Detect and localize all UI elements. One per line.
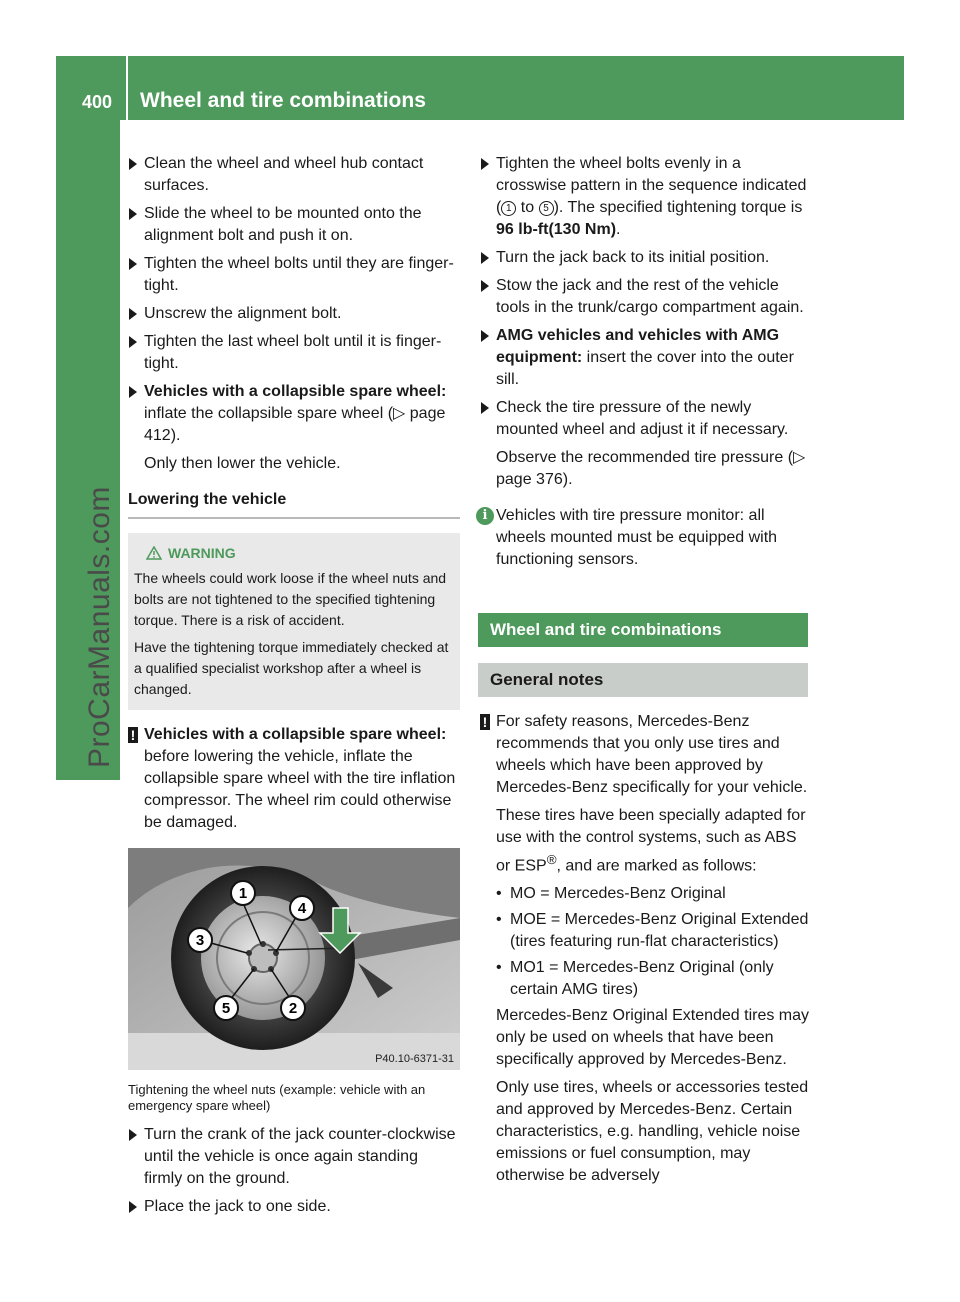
right-column [480, 153, 812, 1193]
header-divider [126, 56, 128, 120]
figure-caption: Tightening the wheel nuts (example: vehicle with an emergency spare wheel) [128, 1082, 426, 1113]
step-followup: Observe the recommended tire pressure (▷ page 376). [496, 449, 806, 488]
step-arrow-icon [481, 402, 489, 414]
circled-number: 1 [501, 201, 516, 216]
section-heading: Lowering the vehicle [128, 489, 460, 519]
info-icon: i [476, 507, 494, 525]
warning-triangle-icon [146, 546, 162, 560]
figure-code: P40.10-6371-31 [375, 1053, 454, 1065]
callout-4: 4 [297, 900, 307, 917]
step-arrow-icon [481, 280, 489, 292]
step-arrow-icon [129, 1129, 137, 1141]
callout-1: 1 [238, 885, 248, 902]
step-arrow-icon [481, 158, 489, 170]
step-followup: Only then lower the vehicle. [144, 455, 341, 472]
step-arrow-icon [129, 308, 137, 320]
notes-paragraph: Mercedes-Benz Original Extended tires may only be used on wheels that have been specifically approved by Mercedes-Benz. [496, 1007, 810, 1069]
warning-box [128, 533, 460, 710]
step-arrow-icon [129, 1201, 137, 1213]
list-item: • MOE = Mercedes-Benz Original Extended (tires featuring run-flat characteristics) [480, 909, 812, 953]
list-item: • MO1 = Mercedes-Benz Original (only certain AMG tires) [480, 957, 812, 1001]
wheel-illustration [128, 848, 460, 1070]
warning-text: The wheels could work loose if the wheel nuts and bolts are not tightened to the specified tightening torque. There is a risk of accident. [134, 570, 447, 628]
page-number: 400 [82, 92, 113, 112]
notes-paragraph: These tires have been specially adapted for use with the control systems, such as ABS or ESP®, and are marked as follows: [496, 807, 806, 875]
notice-note: ! Vehicles with a collapsible spare wheel: before lowering the vehicle, inflate the collapsible spare wheel with the tire inflation compressor. The wheel rim could otherwise be damaged. [128, 724, 460, 834]
circled-number: 5 [539, 201, 554, 216]
step-arrow-icon [129, 336, 137, 348]
left-column [128, 153, 460, 1224]
notes-paragraph: Only use tires, wheels or accessories tested and approved by Mercedes-Benz. Certain characteristics, e.g. handling, vehicle noise emissions or fuel consumption, may otherwise be adversely [496, 1079, 809, 1185]
step-item: Vehicles with a collapsible spare wheel: inflate the collapsible spare wheel (▷ page 412). [128, 381, 460, 447]
step-arrow-icon [481, 330, 489, 342]
wheel-figure [128, 848, 460, 1070]
watermark: ProCarManuals.com [83, 486, 116, 768]
step-item: AMG vehicles and vehicles with AMG equipment: insert the cover into the outer sill. [480, 325, 812, 391]
callout-3: 3 [195, 932, 205, 949]
step-arrow-icon [129, 386, 137, 398]
warning-text: Have the tightening torque immediately checked at a qualified specialist workshop after a wheel is changed. [134, 639, 449, 697]
step-item: Turn the jack back to its initial position. [480, 247, 812, 269]
notice-note: ! For safety reasons, Mercedes-Benz recommends that you only use tires and wheels which have been approved by Mercedes-Benz specifically for your vehicle. [480, 711, 812, 799]
step-item: Unscrew the alignment bolt. [128, 303, 460, 325]
page-header [56, 56, 904, 120]
step-item: Tighten the last wheel bolt until it is finger-tight. [128, 331, 460, 375]
info-note: i Vehicles with tire pressure monitor: all wheels mounted must be equipped with functioning sensors. [480, 505, 812, 571]
step-arrow-icon [129, 208, 137, 220]
warning-heading: WARNING [146, 543, 452, 564]
step-arrow-icon [129, 158, 137, 170]
subsection-bar: General notes [478, 663, 808, 697]
callout-5: 5 [221, 1000, 231, 1017]
exclamation-icon: ! [128, 727, 138, 743]
callout-2: 2 [288, 1000, 298, 1017]
section-bar: Wheel and tire combinations [478, 613, 808, 647]
step-item: Clean the wheel and wheel hub contact surfaces. [128, 153, 460, 197]
exclamation-icon: ! [480, 714, 490, 730]
step-item: Stow the jack and the rest of the vehicle tools in the trunk/cargo compartment again. [480, 275, 812, 319]
step-item: Place the jack to one side. [128, 1196, 460, 1218]
list-item: • MO = Mercedes-Benz Original [480, 883, 812, 905]
step-item: Turn the crank of the jack counter-clockwise until the vehicle is once again standing firmly on the ground. [128, 1124, 460, 1190]
page-title: Wheel and tire combinations [140, 89, 426, 112]
step-arrow-icon [481, 252, 489, 264]
step-item: Check the tire pressure of the newly mounted wheel and adjust it if necessary. [480, 397, 812, 441]
step-arrow-icon [129, 258, 137, 270]
step-item: Tighten the wheel bolts evenly in a crosswise pattern in the sequence indicated ( 1 to 5 ). The specified tightening torque is 96 lb-ft(130 Nm). [480, 153, 812, 241]
step-item: Slide the wheel to be mounted onto the alignment bolt and push it on. [128, 203, 460, 247]
step-item: Tighten the wheel bolts until they are finger-tight. [128, 253, 460, 297]
